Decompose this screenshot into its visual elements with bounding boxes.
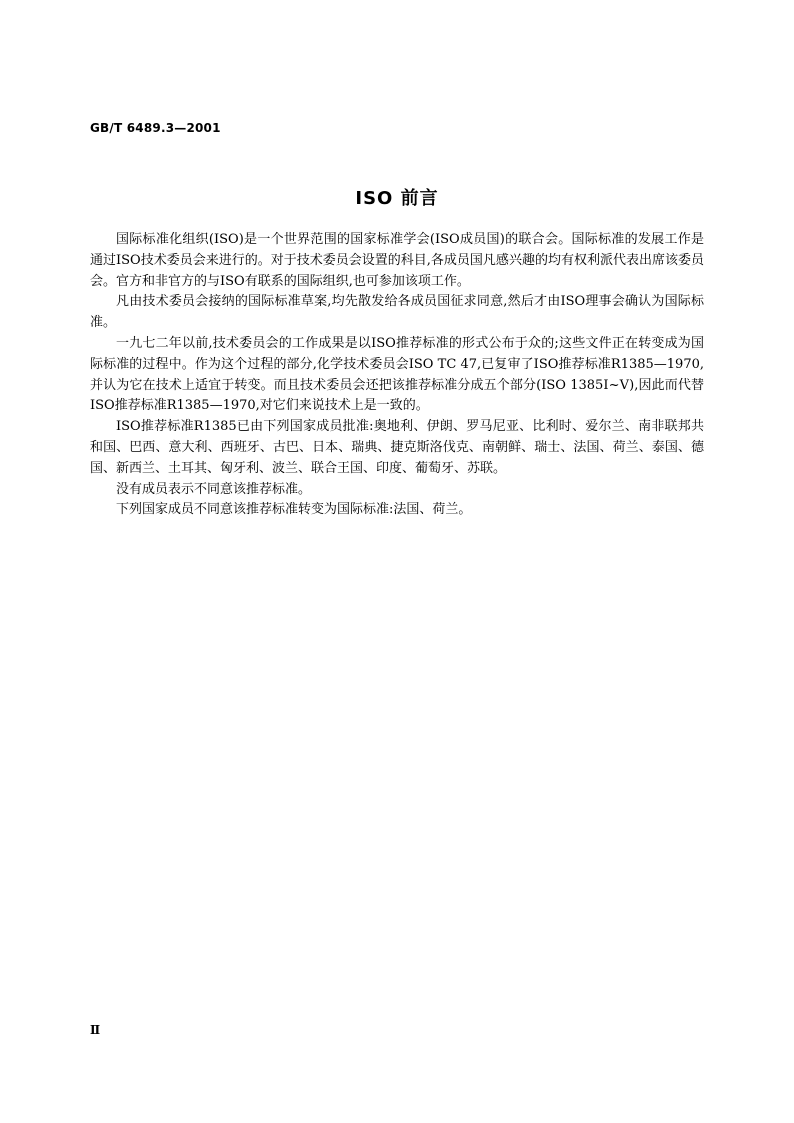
- page-title: ISO 前言: [355, 188, 439, 209]
- paragraph-no-objection: 没有成员表示不同意该推荐标准。: [116, 481, 312, 497]
- paragraph-draft-approval: 凡由技术委员会接纳的国际标准草案,均先散发给各成员国征求同意,然后才由ISO理事会确认为国际标准。: [90, 294, 704, 331]
- paragraph-history: 一九七二年以前,技术委员会的工作成果是以ISO推荐标准的形式公布于众的;这些文件正在转变成为国际标准的过程中。作为这个过程的部分,化学技术委员会ISO TC 47,已复审了ISO推荐标准R1385—1970,并认为它在技术上适宜于转变。而且技术委员会还把该推荐标准分成五个部分(ISO 1385Ⅰ~Ⅴ),因此而代替ISO推荐标准R1385—1970,对它们来说技术上是一致的。: [90, 335, 704, 414]
- page-number: Ⅱ: [90, 1023, 101, 1037]
- paragraph-approving-countries: ISO推荐标准R1385已由下列国家成员批准:奥地利、伊朗、罗马尼亚、比利时、爱尔兰、南非联邦共和国、巴西、意大利、西班牙、古巴、日本、瑞典、捷克斯洛伐克、南朝鲜、瑞士、法国、荷兰、泰国、德国、新西兰、土耳其、匈牙利、波兰、联合王国、印度、葡萄牙、苏联。: [90, 419, 704, 476]
- body-text: [90, 230, 704, 521]
- standard-code: GB/T 6489.3—2001: [90, 121, 221, 135]
- paragraph-iso-intro: 国际标准化组织(ISO)是一个世界范围的国家标准学会(ISO成员国)的联合会。国际标准的发展工作是通过ISO技术委员会来进行的。对于技术委员会设置的科目,各成员国凡感兴趣的均有权利派代表出席该委员会。官方和非官方的与ISO有联系的国际组织,也可参加该项工作。: [90, 232, 704, 289]
- paragraph-disapproving-countries: 下列国家成员不同意该推荐标准转变为国际标准:法国、荷兰。: [116, 502, 472, 518]
